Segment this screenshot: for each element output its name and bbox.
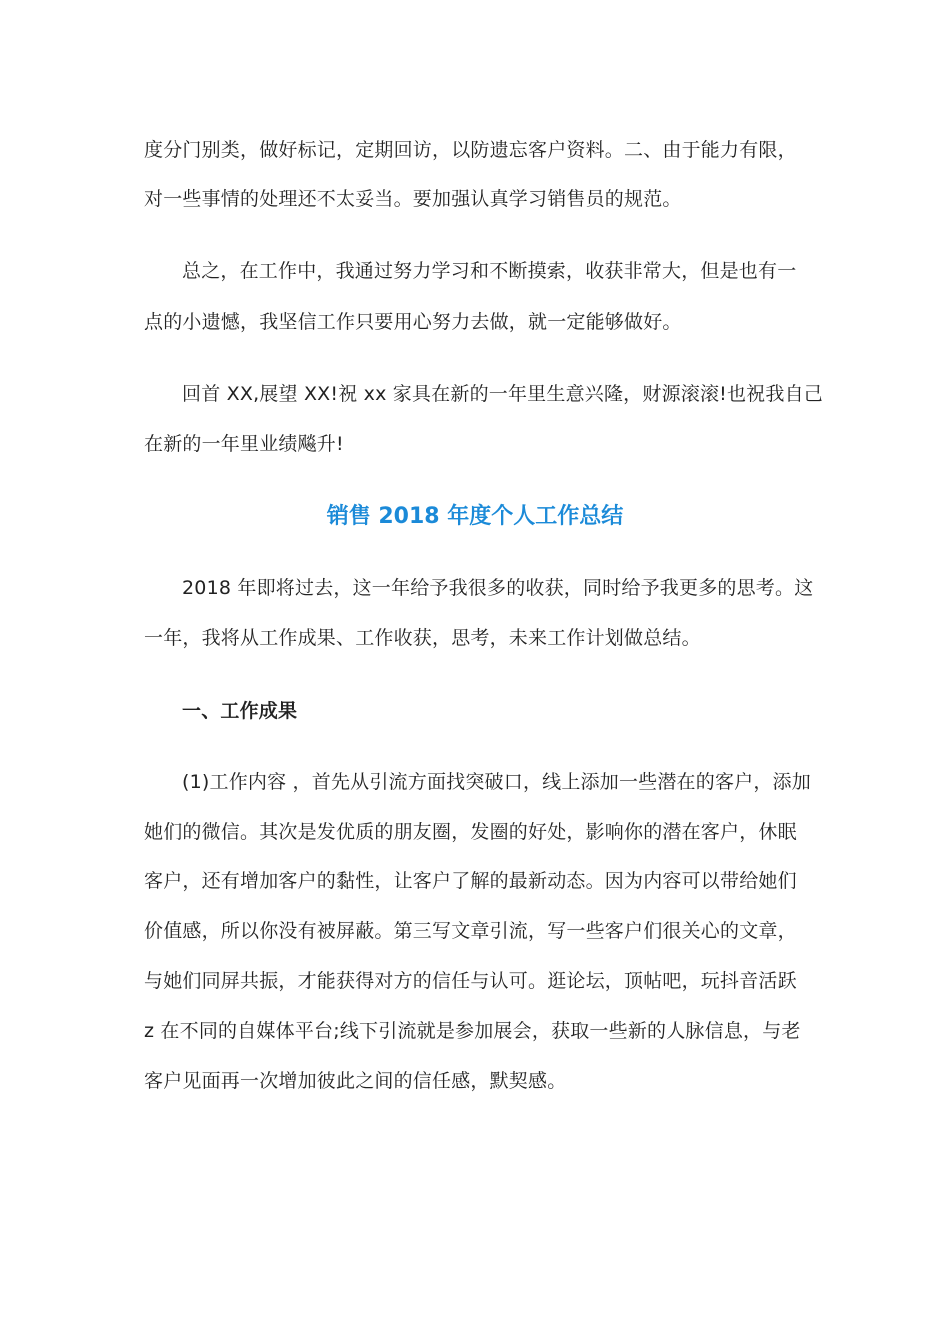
paragraph-line: 客户，还有增加客户的黏性，让客户了解的最新动态。因为内容可以带给她们 — [144, 870, 797, 892]
paragraph-line: 2018 年即将过去，这一年给予我很多的收获，同时给予我更多的思考。这 — [182, 577, 814, 599]
paragraph-line: 度分门别类，做好标记，定期回访，以防遗忘客户资料。二、由于能力有限， — [144, 139, 797, 161]
paragraph-line: 她们的微信。其次是发优质的朋友圈，发圈的好处，影响你的潜在客户，休眠 — [144, 821, 797, 843]
document-title: 销售 2018 年度个人工作总结 — [326, 504, 624, 529]
paragraph-line: 在新的一年里业绩飚升! — [144, 433, 344, 455]
paragraph-line: 总之，在工作中，我通过努力学习和不断摸索，收获非常大，但是也有一 — [182, 260, 797, 282]
paragraph-line: 点的小遗憾，我坚信工作只要用心努力去做，就一定能够做好。 — [144, 311, 682, 333]
section-heading: 一、工作成果 — [182, 700, 298, 722]
paragraph-line: 客户见面再一次增加彼此之间的信任感，默契感。 — [144, 1070, 567, 1092]
paragraph-line: 对一些事情的处理还不太妥当。要加强认真学习销售员的规范。 — [144, 188, 682, 210]
paragraph-line: 回首 XX,展望 XX!祝 xx 家具在新的一年里生意兴隆，财源滚滚!也祝我自己 — [182, 383, 823, 405]
paragraph-line: 与她们同屏共振，才能获得对方的信任与认可。逛论坛，顶帖吧，玩抖音活跃 — [144, 970, 797, 992]
paragraph-line: z 在不同的自媒体平台;线下引流就是参加展会，获取一些新的人脉信息，与老 — [144, 1020, 801, 1042]
paragraph-line: 一年，我将从工作成果、工作收获，思考，未来工作计划做总结。 — [144, 627, 701, 649]
paragraph-line: 价值感，所以你没有被屏蔽。第三写文章引流，写一些客户们很关心的文章， — [144, 920, 797, 942]
paragraph-line: (1)工作内容 ，首先从引流方面找突破口，线上添加一些潜在的客户，添加 — [182, 771, 811, 793]
